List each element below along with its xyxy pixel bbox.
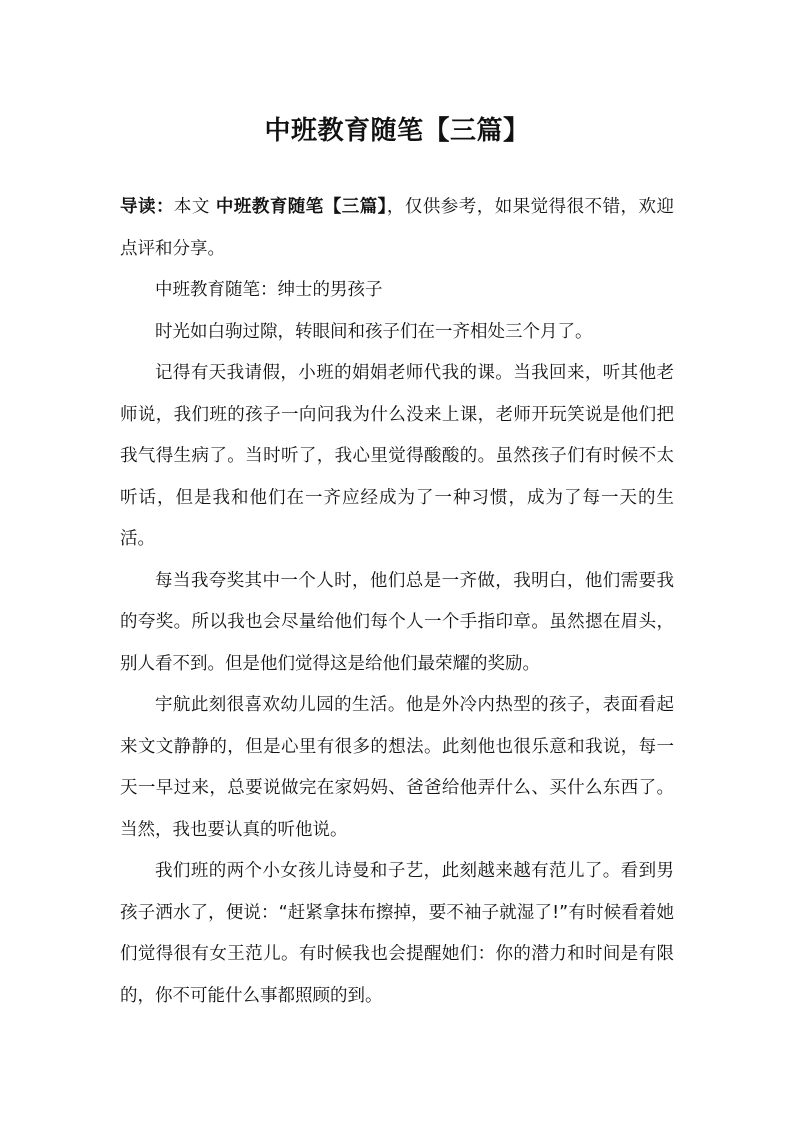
document-title: 中班教育随笔【三篇】 bbox=[264, 116, 530, 146]
lead-doc-title: 中班教育随笔【三篇】 bbox=[215, 197, 387, 217]
body-paragraph-5: 我们班的两个小女孩儿诗曼和子艺，此刻越来越有范儿了。看到男孩子洒水了，便说：“赶紧拿抹布擦掉，要不袖子就湿了!”有时候看着她们觉得很有女王范儿。有时候我也会提醒她们：你的潜力和时间是有限的，你不可能什么事都照顾的到。 bbox=[120, 861, 674, 1006]
body-paragraph-3: 每当我夸奖其中一个人时，他们总是一齐做，我明白，他们需要我的夸奖。所以我也会尽量给他们每个人一个手指印章。虽然摁在眉头，别人看不到。但是他们觉得这是给他们最荣耀的奖励。 bbox=[120, 570, 674, 674]
lead-suffix: ，仅供参考，如果觉得很不错，欢迎点评和分享。 bbox=[120, 197, 674, 259]
lead-prefix: 本文 bbox=[173, 197, 216, 217]
body-paragraph-1: 时光如白驹过隙，转眼间和孩子们在一齐相处三个月了。 bbox=[155, 321, 593, 342]
lead-label: 导读： bbox=[120, 197, 174, 217]
section-subtitle: 中班教育随笔：绅士的男孩子 bbox=[155, 280, 383, 300]
lead-paragraph bbox=[120, 187, 674, 270]
body-paragraph-2: 记得有天我请假，小班的娟娟老师代我的课。当我回来，听其他老师说，我们班的孩子一向问我为什么没来上课，老师开玩笑说是他们把我气得生病了。当时听了，我心里觉得酸酸的。虽然孩子们有时候不太听话，但是我和他们在一齐应经成为了一种习惯，成为了每一天的生活。 bbox=[120, 363, 674, 549]
body-paragraph-4: 宇航此刻很喜欢幼儿园的生活。他是外冷内热型的孩子，表面看起来文文静静的，但是心里有很多的想法。此刻他也很乐意和我说，每一天一早过来，总要说做完在家妈妈、爸爸给他弄什么、买什么东西了。当然，我也要认真的听他说。 bbox=[120, 695, 674, 840]
